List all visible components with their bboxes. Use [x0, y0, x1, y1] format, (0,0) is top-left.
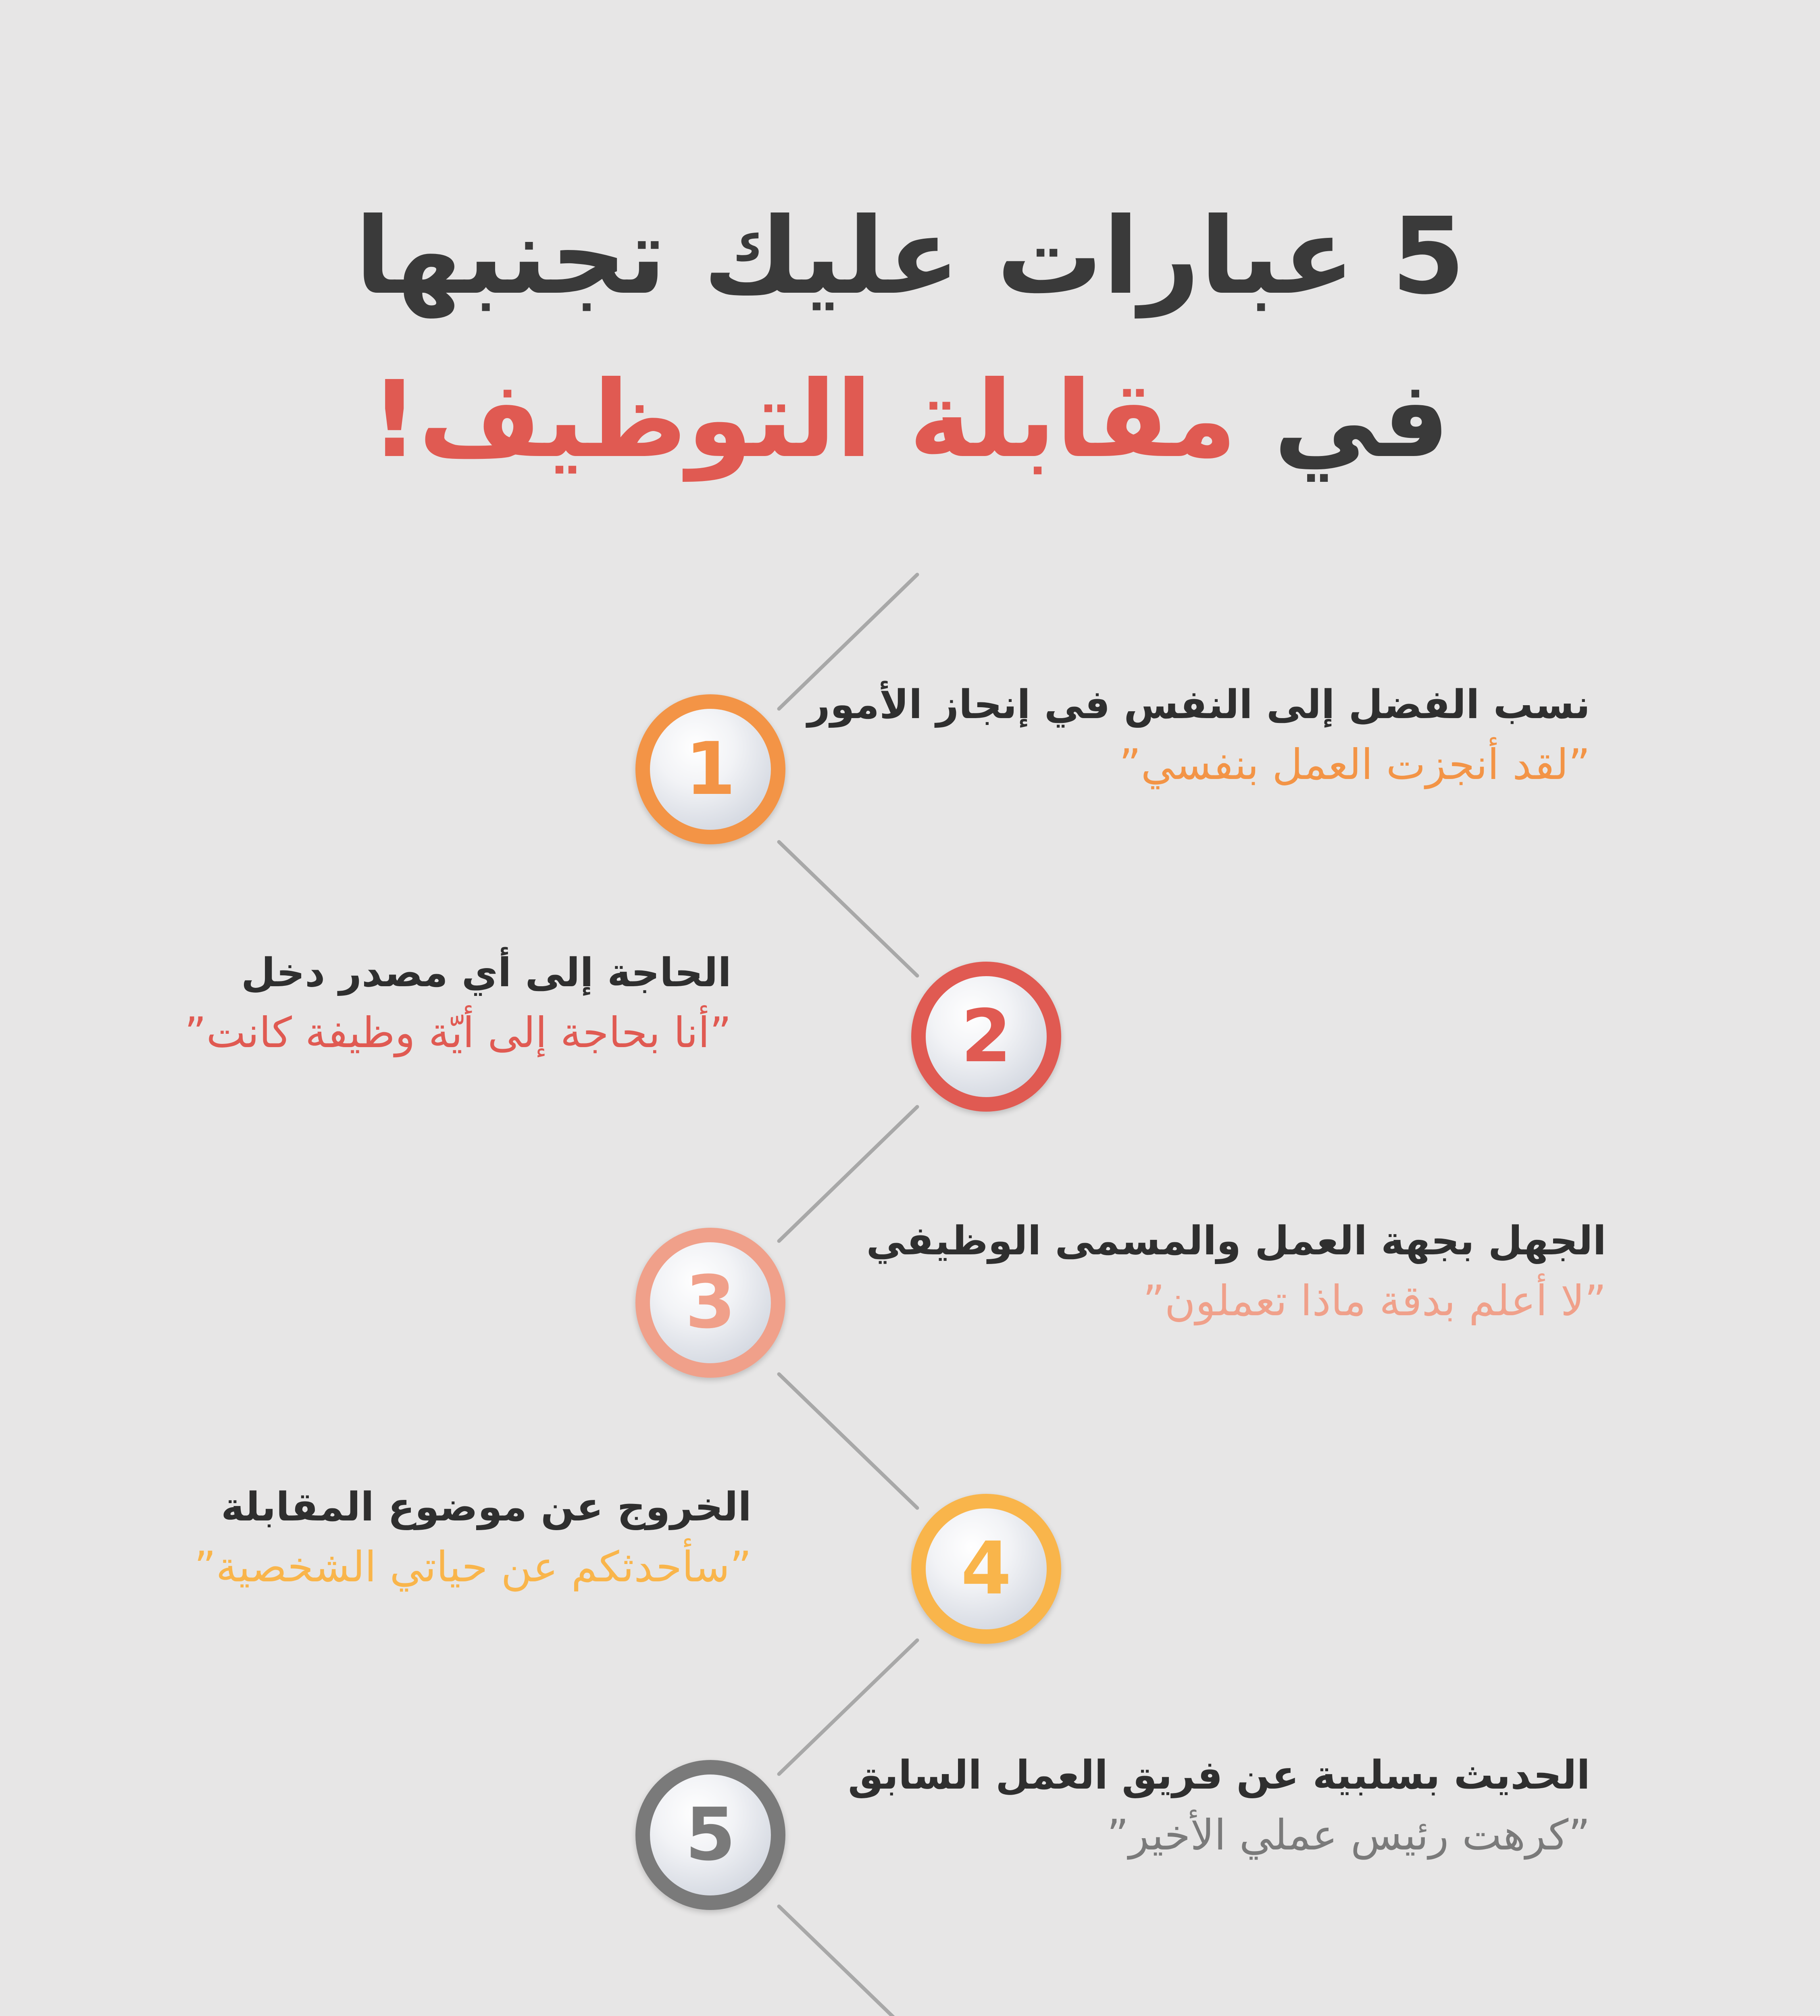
step-text-5	[848, 1752, 1590, 1860]
step-text-1	[807, 681, 1590, 789]
step-heading: الجهل بجهة العمل والمسمى الوظيفي	[866, 1218, 1606, 1264]
step-heading: الخروج عن موضوع المقابلة	[221, 1484, 752, 1530]
step-quote: ”كرهت رئيس عملي الأخير”	[1107, 1810, 1590, 1860]
connector-line	[779, 1374, 917, 1508]
step-circle-3	[635, 1228, 785, 1378]
step-number: 4	[961, 1527, 1012, 1611]
page-title-line1: 5 عبارات عليك تجنبها	[355, 195, 1465, 318]
step-heading: الحديث بسلبية عن فريق العمل السابق	[848, 1752, 1590, 1798]
step-number: 5	[685, 1793, 736, 1877]
step-circle-2	[911, 962, 1061, 1112]
title-highlight: مقابلة التوظيف!	[370, 358, 1237, 481]
step-quote: ”أنا بحاجة إلى أيّة وظيفة كانت”	[184, 1008, 731, 1057]
step-heading: نسب الفضل إلى النفس في إنجاز الأمور	[807, 682, 1590, 728]
title-prefix: في	[1237, 358, 1450, 481]
step-circle-5	[635, 1760, 785, 1910]
connector-line	[779, 842, 917, 976]
step-circle-1	[635, 694, 785, 844]
step-quote: ”لا أعلم بدقة ماذا تعملون”	[1143, 1276, 1606, 1325]
connector-line	[779, 1906, 917, 2016]
step-text-3	[866, 1218, 1607, 1326]
step-heading: الحاجة إلى أي مصدر دخل	[241, 950, 731, 996]
step-number: 2	[961, 994, 1012, 1079]
step-number: 1	[685, 727, 736, 811]
step-number: 3	[685, 1260, 736, 1345]
step-circle-4	[911, 1494, 1061, 1644]
step-quote: ”سأحدثكم عن حياتي الشخصية”	[194, 1542, 752, 1591]
step-text-2	[185, 950, 731, 1058]
step-text-4	[194, 1484, 752, 1592]
step-quote: ”لقد أنجزت العمل بنفسي”	[1119, 739, 1590, 789]
